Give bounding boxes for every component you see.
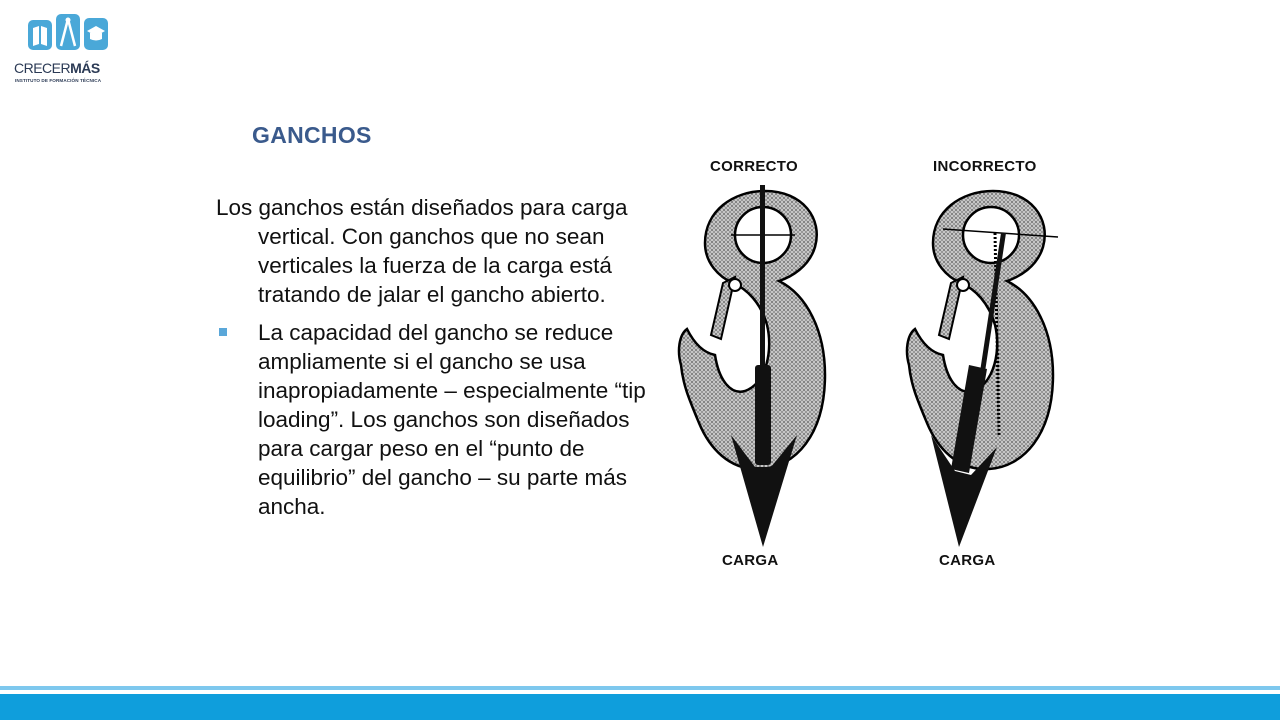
graduation-cap-icon — [84, 18, 108, 50]
incorrect-label: INCORRECTO — [933, 158, 1037, 175]
correct-label: CORRECTO — [710, 158, 798, 175]
footer-accent-line — [0, 686, 1280, 690]
compass-icon — [56, 14, 80, 50]
logo-brand-bold: MÁS — [70, 60, 100, 76]
slide-body — [216, 193, 656, 521]
book-icon — [28, 20, 52, 50]
incorrect-hook — [907, 191, 1058, 547]
paragraph-2: La capacidad del gancho se reduce ampliamente si el gancho se usa inapropiadamente – especialmente “tip loading”. Los ganchos son diseñados para cargar peso en el “punto de equilibrio” del gancho – su parte más ancha. — [258, 320, 646, 519]
logo-subtitle: INSTITUTO DE FORMACIÓN TÉCNICA — [15, 78, 102, 83]
logo-brand-light: CRECER — [14, 60, 71, 76]
logo — [14, 14, 114, 84]
logo-icons — [28, 14, 112, 54]
load-label-incorrect: CARGA — [939, 552, 996, 569]
hook-drawings — [670, 150, 1080, 580]
footer-bar — [0, 694, 1280, 720]
logo-brand — [14, 60, 114, 76]
load-label-correct: CARGA — [722, 552, 779, 569]
bullet-item — [216, 318, 656, 521]
paragraph-1: Los ganchos están diseñados para carga vertical. Con ganchos que no sean verticales la fuerza de la carga está tratando de jalar el gancho abierto. — [216, 195, 628, 307]
bullet-square-icon — [219, 328, 227, 336]
slide-title: GANCHOS — [252, 122, 372, 148]
correct-hook — [679, 185, 825, 547]
hook-diagram — [670, 150, 1080, 580]
